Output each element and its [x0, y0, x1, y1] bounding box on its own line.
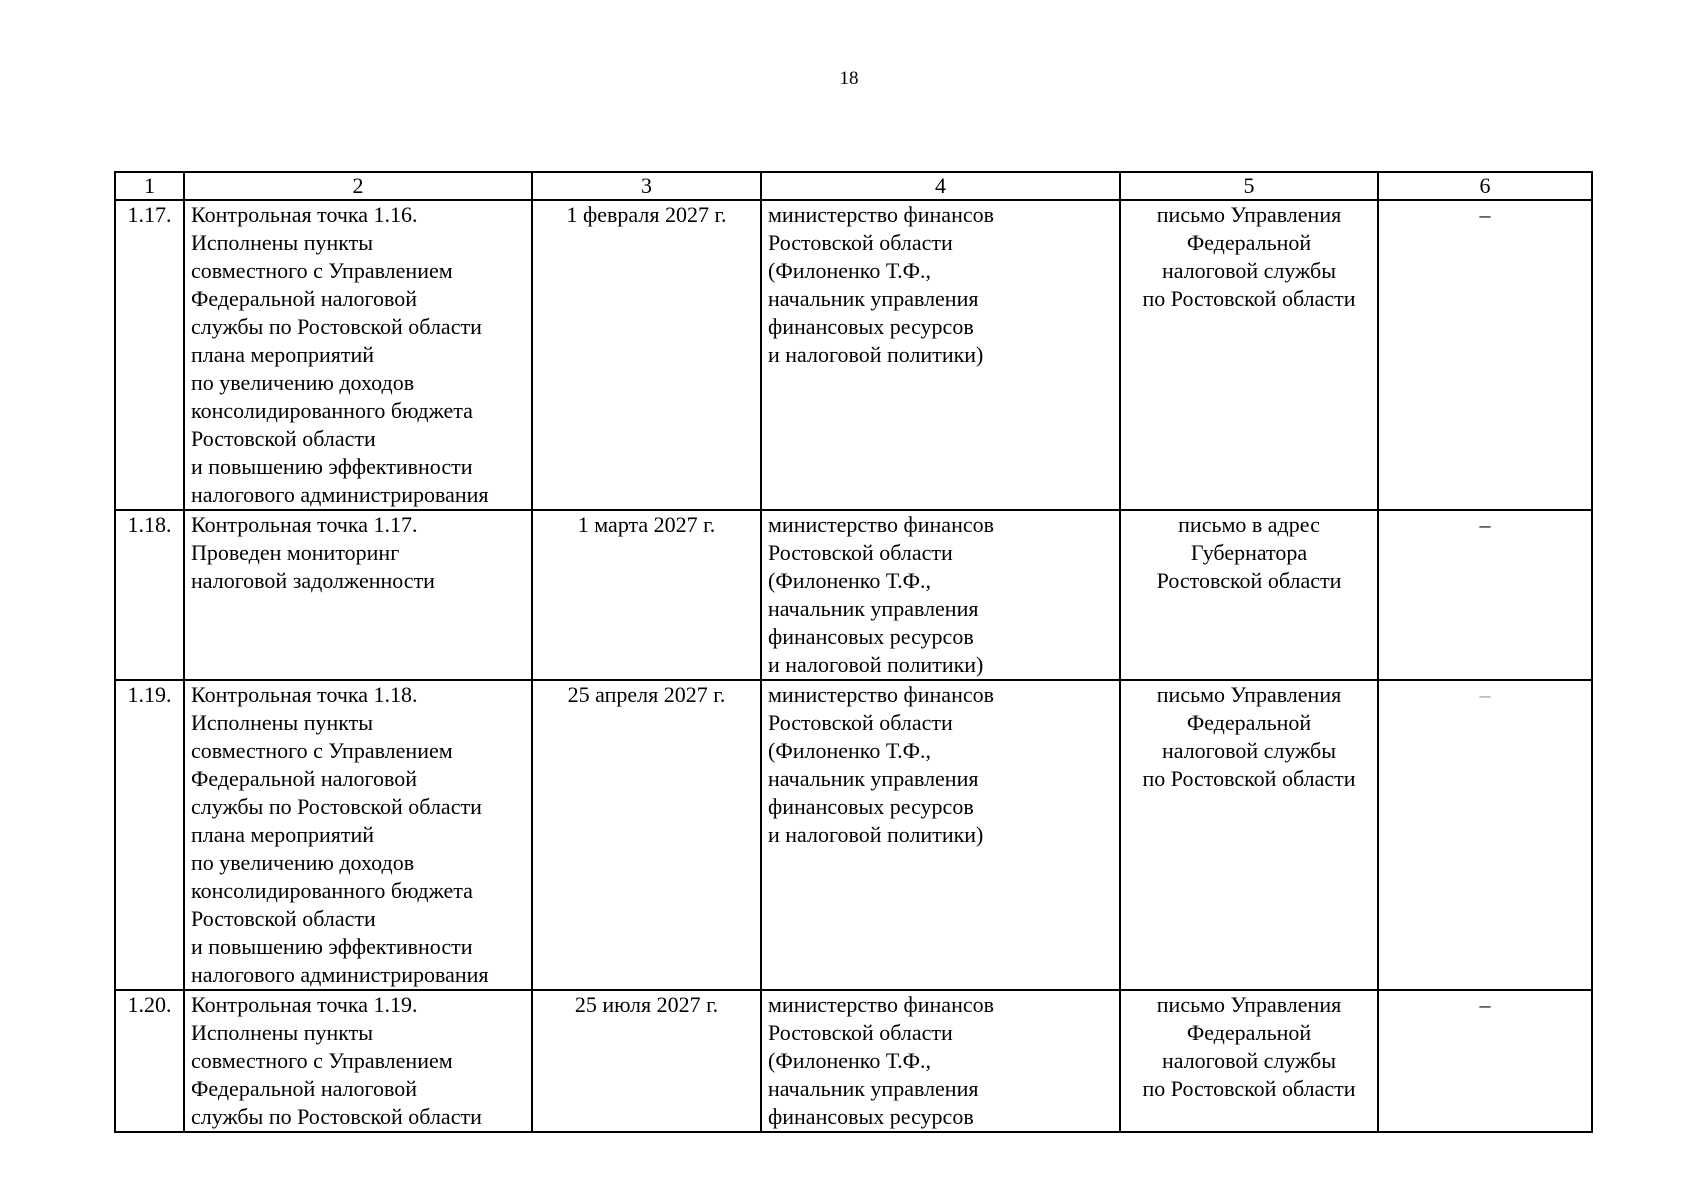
- header-cell: 6: [1378, 172, 1592, 200]
- confirming-document: письмо Управления Федеральной налоговой службы по Ростовской области: [1120, 200, 1378, 510]
- table-row: [115, 200, 1592, 510]
- table-row: [115, 680, 1592, 990]
- header-cell: 4: [761, 172, 1120, 200]
- deadline-date: 1 марта 2027 г.: [532, 510, 761, 680]
- table-header-row: [115, 172, 1592, 200]
- row-number: 1.20.: [115, 990, 184, 1132]
- responsible-executor: министерство финансов Ростовской области (Филоненко Т.Ф., начальник управления финансовых ресурсов и налоговой политики): [761, 680, 1120, 990]
- confirming-document: письмо в адрес Губернатора Ростовской области: [1120, 510, 1378, 680]
- page-number: 18: [839, 68, 859, 89]
- info-system-cell: –: [1378, 680, 1592, 990]
- confirming-document: письмо Управления Федеральной налоговой службы по Ростовской области: [1120, 990, 1378, 1132]
- row-number: 1.18.: [115, 510, 184, 680]
- header-cell: 2: [184, 172, 532, 200]
- row-number: 1.17.: [115, 200, 184, 510]
- header-cell: 1: [115, 172, 184, 200]
- info-system-cell: –: [1378, 200, 1592, 510]
- info-system-cell: –: [1378, 510, 1592, 680]
- table-row: [115, 510, 1592, 680]
- header-cell: 5: [1120, 172, 1378, 200]
- responsible-executor: министерство финансов Ростовской области (Филоненко Т.Ф., начальник управления финансовых ресурсов и налоговой политики): [761, 200, 1120, 510]
- deadline-date: 25 апреля 2027 г.: [532, 680, 761, 990]
- responsible-executor: министерство финансов Ростовской области (Филоненко Т.Ф., начальник управления финансовых ресурсов: [761, 990, 1120, 1132]
- plan-table: [114, 171, 1593, 1133]
- table-row: [115, 990, 1592, 1132]
- confirming-document: письмо Управления Федеральной налоговой службы по Ростовской области: [1120, 680, 1378, 990]
- row-number: 1.19.: [115, 680, 184, 990]
- event-description: Контрольная точка 1.18. Исполнены пункты совместного с Управлением Федеральной налоговой службы по Ростовской области плана мероприятий по увеличению доходов консолидированного бюджета Ростовской области и повышению эффективности налогового администрирования: [184, 680, 532, 990]
- header-cell: 3: [532, 172, 761, 200]
- event-description: Контрольная точка 1.19. Исполнены пункты совместного с Управлением Федеральной налоговой службы по Ростовской области: [184, 990, 532, 1132]
- event-description: Контрольная точка 1.17. Проведен мониторинг налоговой задолженности: [184, 510, 532, 680]
- info-system-cell: –: [1378, 990, 1592, 1132]
- responsible-executor: министерство финансов Ростовской области (Филоненко Т.Ф., начальник управления финансовых ресурсов и налоговой политики): [761, 510, 1120, 680]
- deadline-date: 25 июля 2027 г.: [532, 990, 761, 1132]
- deadline-date: 1 февраля 2027 г.: [532, 200, 761, 510]
- event-description: Контрольная точка 1.16. Исполнены пункты совместного с Управлением Федеральной налоговой службы по Ростовской области плана мероприятий по увеличению доходов консолидированного бюджета Ростовской области и повышению эффективности налогового администрирования: [184, 200, 532, 510]
